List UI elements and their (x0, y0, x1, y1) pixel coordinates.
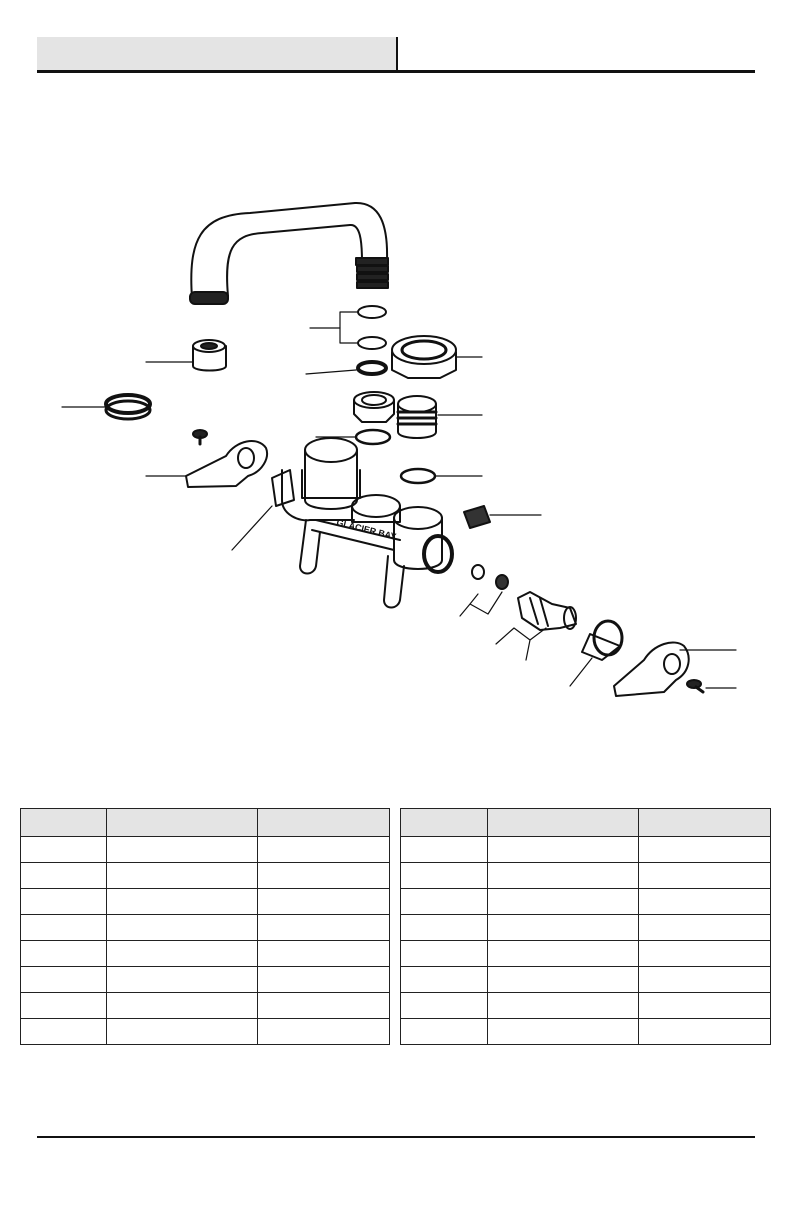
table-cell (639, 863, 771, 889)
threaded-adapter (398, 396, 436, 438)
table-row (21, 967, 390, 993)
table-cell (21, 837, 107, 863)
table-cell (21, 889, 107, 915)
table-cell (107, 941, 258, 967)
table-cell (107, 889, 258, 915)
table-cell (21, 993, 107, 1019)
table-row (21, 941, 390, 967)
parts-table-right (400, 808, 771, 1045)
table-cell (401, 915, 488, 941)
table-cell (21, 967, 107, 993)
handle-right (614, 642, 689, 696)
table-cell (107, 837, 258, 863)
header-right (400, 37, 755, 71)
table-cell (401, 863, 488, 889)
brand-mark: GLACIER BAY (335, 517, 398, 542)
table-cell (639, 837, 771, 863)
table-row (401, 1019, 771, 1045)
table-cell (639, 941, 771, 967)
table-header-row (21, 809, 390, 837)
table-cell (639, 915, 771, 941)
table-cell (258, 967, 390, 993)
table-cell (107, 863, 258, 889)
handle-left (186, 441, 267, 487)
table-cell (639, 967, 771, 993)
table-cell (21, 863, 107, 889)
table-cell (107, 915, 258, 941)
table-cell (639, 1019, 771, 1045)
table-row (21, 837, 390, 863)
hex-adapter (354, 392, 394, 422)
table-cell (488, 889, 639, 915)
table-cell (488, 1019, 639, 1045)
table-cell (639, 889, 771, 915)
column-header (488, 809, 639, 837)
table-row (21, 863, 390, 889)
column-header (258, 809, 390, 837)
table-cell (488, 863, 639, 889)
faucet-exploded-diagram (0, 180, 793, 720)
parts-table-left (20, 808, 390, 1045)
table-cell (488, 941, 639, 967)
table-cell (258, 889, 390, 915)
o-ring-upper (358, 306, 386, 318)
table-row (401, 967, 771, 993)
bonnet-nut (582, 621, 622, 660)
column-header (401, 809, 488, 837)
washer-right (401, 469, 435, 483)
table-cell (258, 993, 390, 1019)
table-cell (21, 941, 107, 967)
header-rule (37, 70, 755, 73)
table-row (401, 993, 771, 1019)
column-header (639, 809, 771, 837)
aerator-insert (106, 395, 150, 419)
washer-left (356, 430, 390, 444)
stud-bolt (464, 506, 490, 528)
table-row (401, 863, 771, 889)
table-cell (401, 941, 488, 967)
table-cell (107, 967, 258, 993)
spout (190, 203, 388, 304)
screw-right (687, 680, 703, 692)
table-row (401, 837, 771, 863)
table-row (21, 915, 390, 941)
table-cell (258, 941, 390, 967)
coupling-nut (392, 336, 456, 378)
leader-lines (62, 312, 736, 688)
table-row (21, 889, 390, 915)
table-row (21, 993, 390, 1019)
table-row (21, 1019, 390, 1045)
seat-1 (472, 565, 484, 579)
table-cell (401, 837, 488, 863)
table-cell (488, 915, 639, 941)
table-cell (639, 993, 771, 1019)
table-cell (401, 967, 488, 993)
snap-ring (358, 362, 386, 374)
seat-2 (496, 575, 508, 589)
table-header-row (401, 809, 771, 837)
column-header (21, 809, 107, 837)
header-divider (396, 37, 398, 72)
table-cell (258, 915, 390, 941)
table-cell (21, 915, 107, 941)
column-header (107, 809, 258, 837)
table-cell (21, 1019, 107, 1045)
table-cell (401, 993, 488, 1019)
section-header-tab (37, 37, 396, 71)
table-cell (401, 1019, 488, 1045)
table-cell (107, 1019, 258, 1045)
table-cell (488, 837, 639, 863)
table-cell (258, 837, 390, 863)
aerator (193, 340, 226, 371)
table-cell (258, 863, 390, 889)
screw-left (193, 430, 207, 444)
table-cell (258, 1019, 390, 1045)
table-row (401, 915, 771, 941)
valve-cartridge (518, 592, 576, 630)
footer-rule (37, 1136, 755, 1138)
table-cell (107, 993, 258, 1019)
table-cell (488, 993, 639, 1019)
table-row (401, 941, 771, 967)
table-row (401, 889, 771, 915)
table-cell (401, 889, 488, 915)
table-cell (488, 967, 639, 993)
o-ring-lower (358, 337, 386, 349)
